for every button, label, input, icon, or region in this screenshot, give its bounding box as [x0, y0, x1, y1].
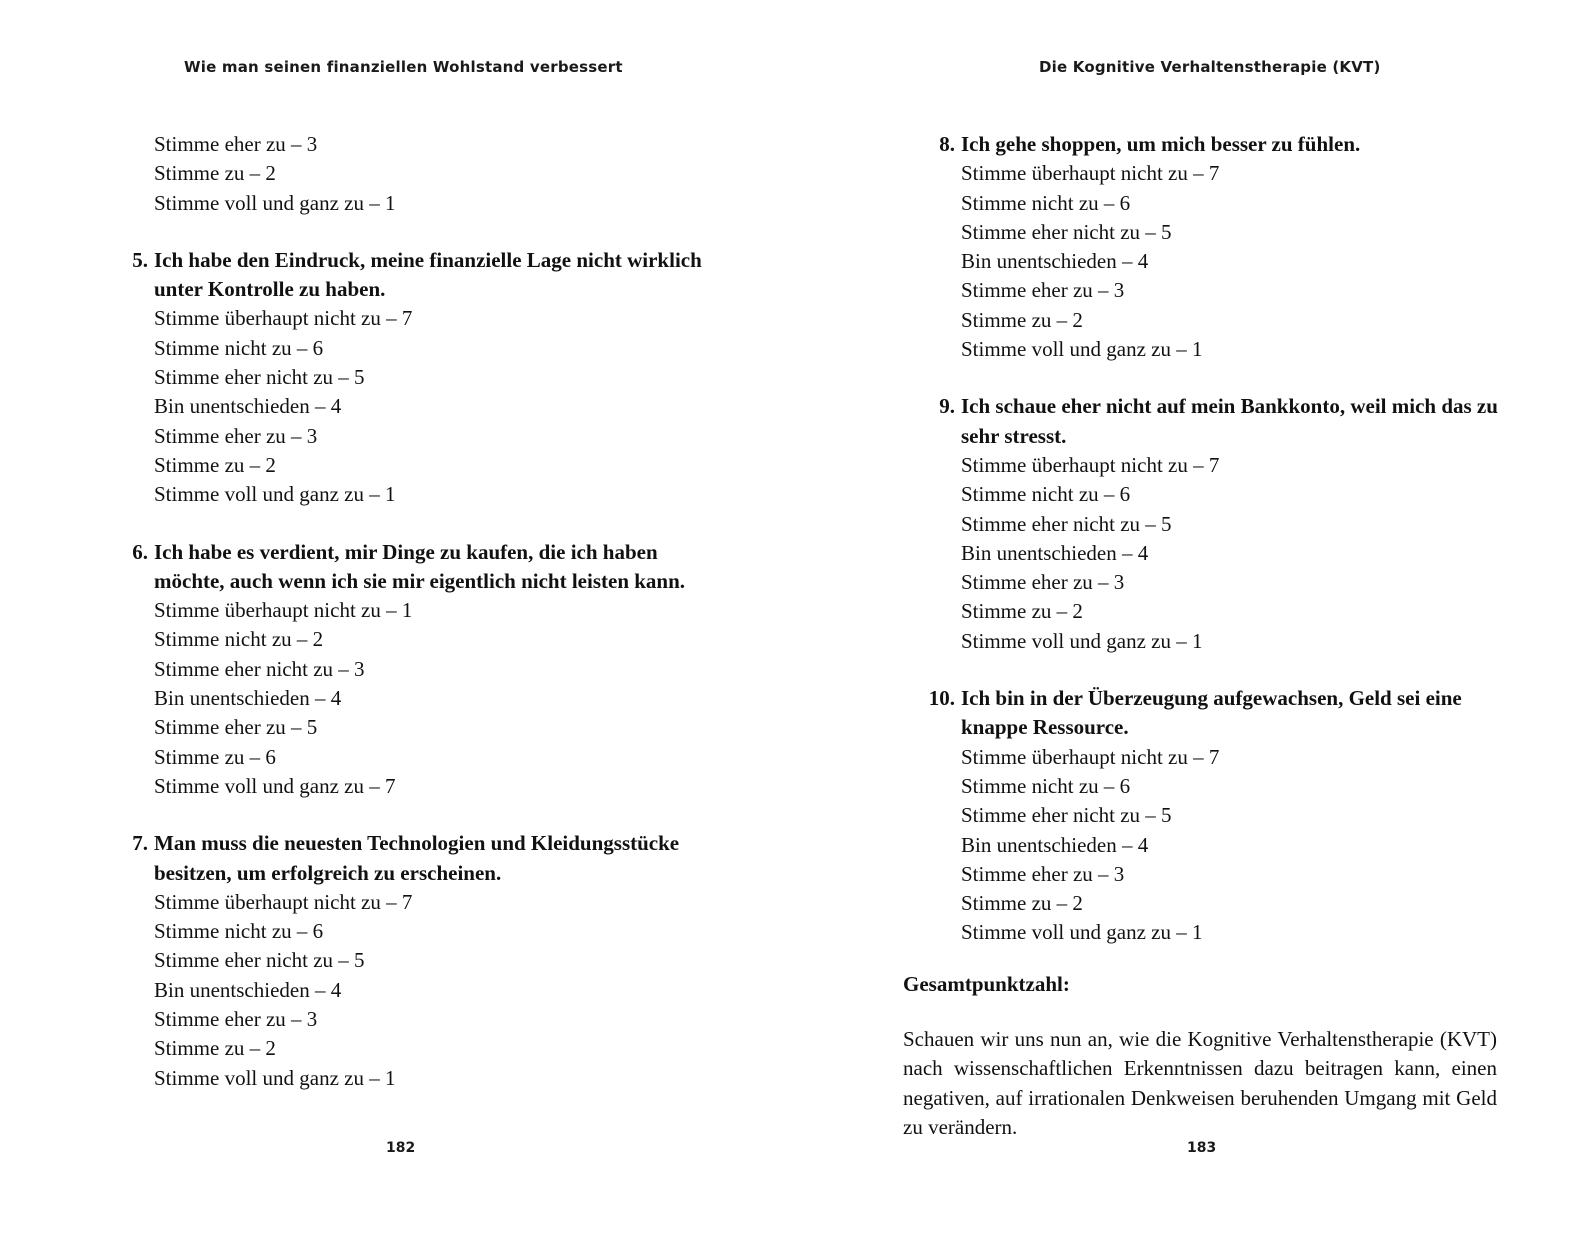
answer-option: Stimme nicht zu – 6 [961, 190, 1131, 215]
answer-option: Stimme eher zu – 3 [961, 570, 1125, 595]
answer-option: Stimme nicht zu – 6 [961, 773, 1131, 798]
running-head: Die Kognitive Verhaltenstherapie (KVT) [1039, 58, 1381, 76]
answer-option: Stimme zu – 2 [961, 891, 1083, 916]
answer-option: Bin unentschieden – 4 [154, 394, 342, 419]
continued-answer-list [122, 130, 722, 218]
answer-option: Stimme eher zu – 3 [154, 423, 318, 448]
answer-option: Stimme voll und ganz zu – 1 [961, 920, 1203, 945]
answer-list [122, 888, 722, 1093]
answer-list [903, 451, 1503, 656]
question-number: 9. [939, 394, 955, 419]
question-heading [903, 684, 1503, 743]
answer-list [122, 304, 722, 509]
question-number: 7. [132, 831, 148, 856]
answer-option: Stimme überhaupt nicht zu – 7 [154, 889, 413, 914]
question-heading [122, 538, 722, 597]
answer-option: Stimme überhaupt nicht zu – 7 [154, 306, 413, 331]
answer-option: Bin unentschieden – 4 [961, 832, 1149, 857]
question-8 [903, 130, 1503, 364]
answer-option: Stimme eher nicht zu – 5 [154, 948, 365, 973]
answer-option: Stimme voll und ganz zu – 1 [154, 482, 396, 507]
answer-option: Stimme zu – 2 [154, 161, 276, 186]
question-5 [122, 246, 722, 510]
answer-option: Stimme voll und ganz zu – 1 [961, 337, 1203, 362]
question-7 [122, 829, 722, 1093]
page-content [122, 130, 722, 1093]
question-text: Ich gehe shoppen, um mich besser zu fühlen. [961, 132, 1361, 156]
answer-option: Bin unentschieden – 4 [154, 977, 342, 1002]
question-number: 6. [132, 539, 148, 564]
answer-option: Stimme eher nicht zu – 5 [961, 219, 1172, 244]
answer-option: Bin unentschieden – 4 [961, 249, 1149, 274]
answer-option: Stimme eher zu – 5 [154, 715, 318, 740]
answer-option: Stimme überhaupt nicht zu – 7 [961, 452, 1220, 477]
answer-option: Stimme voll und ganz zu – 7 [154, 773, 396, 798]
question-6 [122, 538, 722, 802]
answer-option: Stimme nicht zu – 6 [961, 482, 1131, 507]
question-9 [903, 392, 1503, 656]
right-page [797, 0, 1594, 1240]
total-score-label: Gesamtpunktzahl: [903, 971, 1070, 996]
answer-option: Stimme zu – 2 [154, 1036, 276, 1061]
answer-list [122, 596, 722, 801]
answer-option: Stimme überhaupt nicht zu – 1 [154, 598, 413, 623]
answer-option: Stimme eher zu – 3 [961, 861, 1125, 886]
answer-option: Stimme eher nicht zu – 5 [961, 511, 1172, 536]
question-text: Ich schaue eher nicht auf mein Bankkonto, weil mich das zu sehr stresst. [961, 394, 1498, 448]
question-heading [122, 246, 722, 305]
page-number: 183 [1187, 1140, 1217, 1156]
answer-option: Stimme überhaupt nicht zu – 7 [961, 744, 1220, 769]
answer-option: Stimme zu – 6 [154, 744, 276, 769]
answer-option: Stimme nicht zu – 6 [154, 919, 324, 944]
question-number: 8. [939, 132, 955, 156]
running-head: Wie man seinen finanziellen Wohlstand verbessert [184, 58, 623, 76]
question-number: 10. [928, 686, 955, 711]
answer-option: Stimme voll und ganz zu – 1 [154, 1065, 396, 1090]
answer-option: Stimme überhaupt nicht zu – 7 [961, 161, 1220, 186]
answer-option: Stimme zu – 2 [154, 452, 276, 477]
answer-option: Stimme eher zu – 3 [154, 1007, 318, 1032]
answer-option: Stimme eher zu – 3 [961, 278, 1125, 303]
question-10 [903, 684, 1503, 948]
question-heading [903, 130, 1503, 159]
question-heading [122, 829, 722, 888]
answer-option: Stimme eher nicht zu – 3 [154, 656, 365, 681]
answer-option: Stimme zu – 2 [961, 599, 1083, 624]
page-number: 182 [386, 1140, 416, 1156]
closing-paragraph: Schauen wir uns nun an, wie die Kognitive Verhaltenstherapie (KVT) nach wissenschaftlichen Erkenntnissen dazu beitragen kann, einen negativen, auf irrationalen Denkweisen beruhenden Umgang mit Geld zu verändern. [903, 1027, 1497, 1139]
answer-option: Stimme nicht zu – 2 [154, 627, 324, 652]
answer-option: Stimme nicht zu – 6 [154, 335, 324, 360]
answer-option: Stimme eher nicht zu – 5 [154, 365, 365, 390]
question-number: 5. [132, 247, 148, 272]
answer-option: Bin unentschieden – 4 [154, 686, 342, 711]
answer-list [903, 743, 1503, 948]
answer-option: Stimme zu – 2 [961, 307, 1083, 332]
question-text: Ich habe den Eindruck, meine finanzielle Lage nicht wirklich unter Kontrolle zu haben. [154, 247, 702, 302]
question-text: Ich bin in der Überzeugung aufgewachsen, Geld sei eine knappe Ressource. [961, 686, 1462, 740]
answer-option: Stimme voll und ganz zu – 1 [154, 190, 396, 215]
answer-option: Stimme eher nicht zu – 5 [961, 803, 1172, 828]
question-heading [903, 392, 1503, 451]
answer-option: Stimme voll und ganz zu – 1 [961, 628, 1203, 653]
answer-list [903, 159, 1503, 364]
question-text: Ich habe es verdient, mir Dinge zu kaufen, die ich haben möchte, auch wenn ich sie mir eigentlich nicht leisten kann. [154, 539, 686, 593]
answer-option: Stimme eher zu – 3 [154, 132, 318, 156]
page-content [903, 130, 1503, 1163]
answer-option: Bin unentschieden – 4 [961, 540, 1149, 565]
question-text: Man muss die neuesten Technologien und Kleidungsstücke besitzen, um erfolgreich zu erscheinen. [154, 831, 680, 885]
